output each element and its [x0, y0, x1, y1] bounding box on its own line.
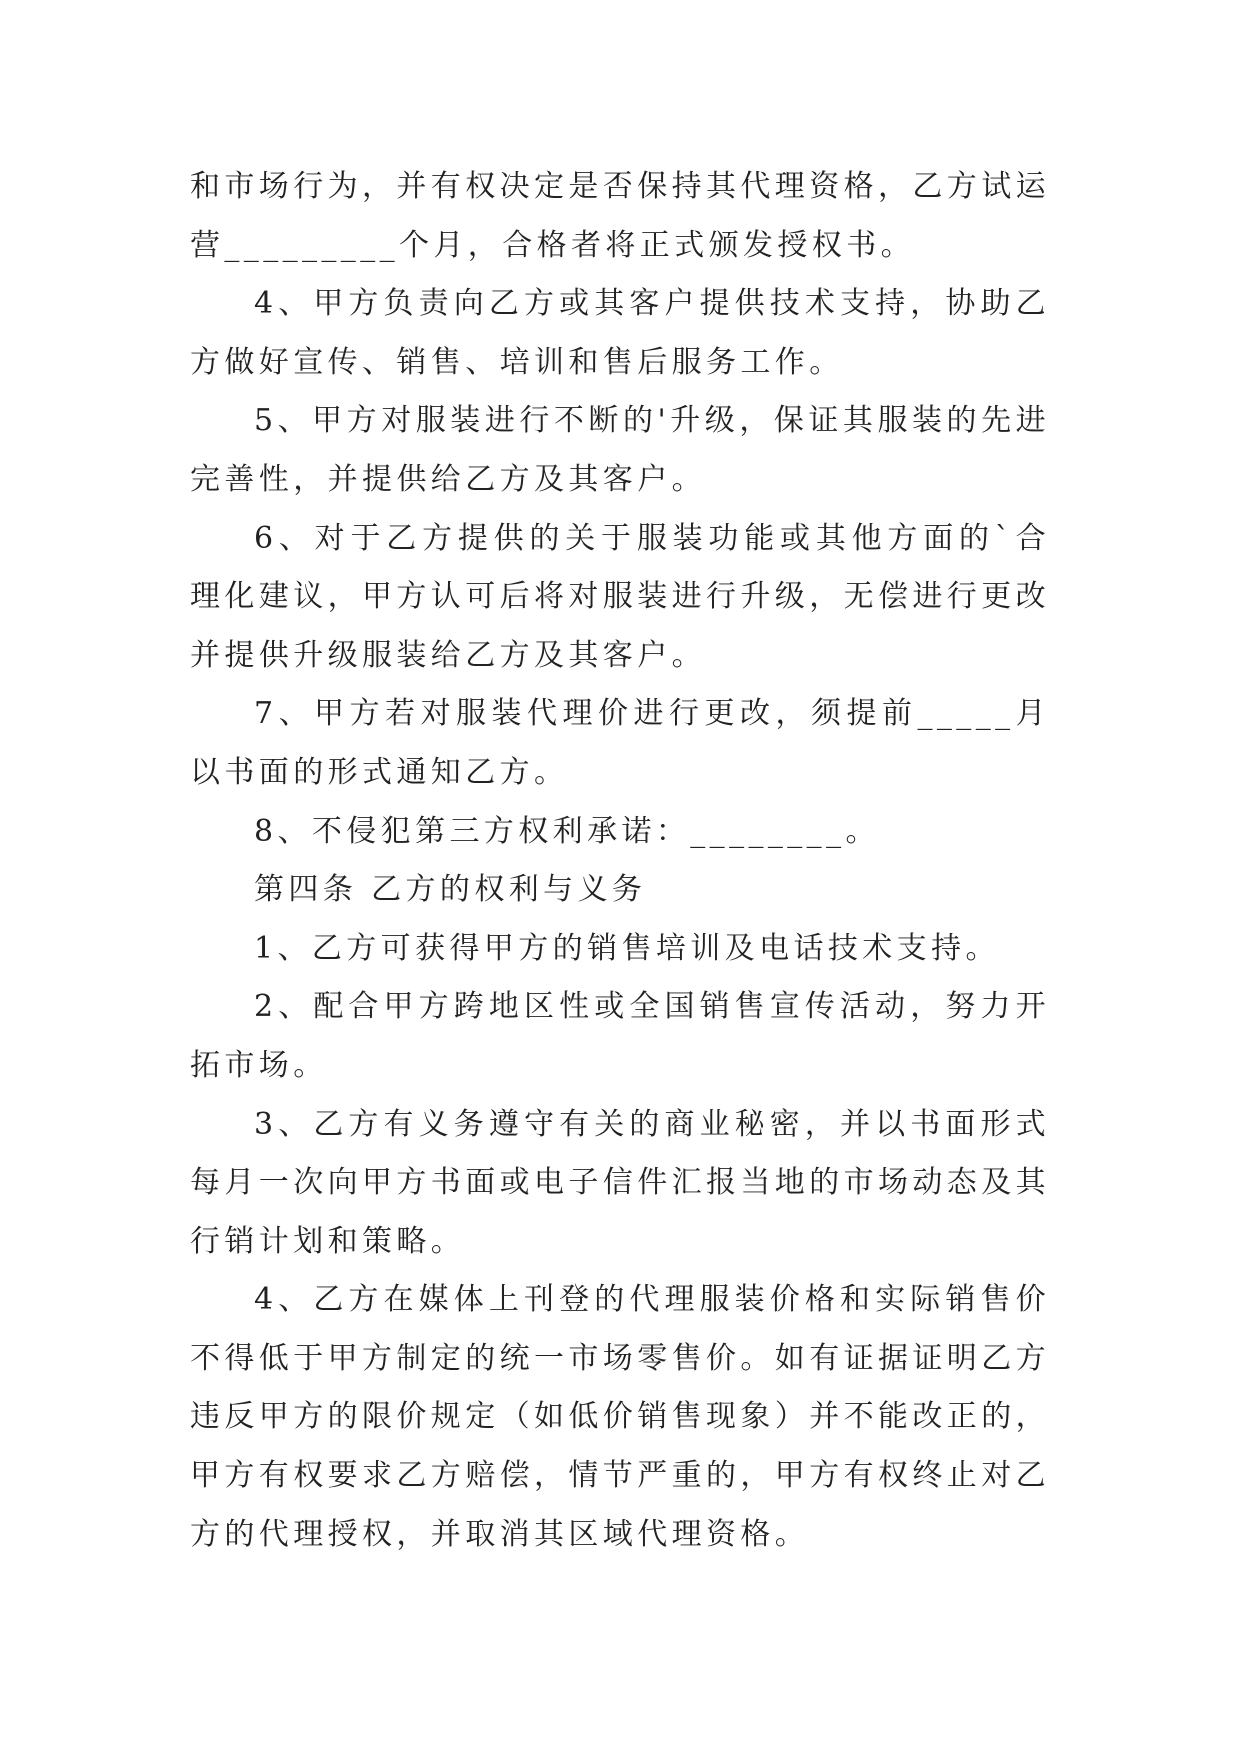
paragraph-b-clause-3-secrets: 3、乙方有义务遵守有关的商业秘密，并以书面形式每月一次向甲方书面或电子信件汇报当地的市场动态及其行销计划和策略。: [190, 1106, 1050, 1259]
paragraph-clause-7-price-change: 7、甲方若对服装代理价进行更改，须提前_____月以书面的形式通知乙方。: [190, 696, 1050, 790]
paragraph-b-clause-2-promotion: 2、配合甲方跨地区性或全国销售宣传活动，努力开拓市场。: [190, 989, 1050, 1083]
paragraph-b-clause-4-pricing: 4、乙方在媒体上刊登的代理服装价格和实际销售价不得低于甲方制定的统一市场零售价。如有证据证明乙方违反甲方的限价规定（如低价销售现象）并不能改正的，甲方有权要求乙方赔偿，情节严重的，甲方有权终止对乙方的代理授权，并取消其区域代理资格。: [190, 1282, 1050, 1552]
paragraph-clause-5-upgrade: 5、甲方对服装进行不断的'升级，保证其服装的先进完善性，并提供给乙方及其客户。: [190, 403, 1050, 497]
section-heading-article-4: 第四条 乙方的权利与义务: [254, 872, 647, 908]
paragraph-clause-8-third-party: 8、不侵犯第三方权利承诺：________。: [254, 813, 880, 849]
paragraph-continuation: 和市场行为，并有权决定是否保持其代理资格，乙方试运营_________个月，合格者将正式颁发授权书。: [190, 169, 1050, 263]
document-body: [190, 158, 1050, 1564]
paragraph-clause-4-technical-support: 4、甲方负责向乙方或其客户提供技术支持，协助乙方做好宣传、销售、培训和售后服务工作。: [190, 286, 1050, 380]
paragraph-clause-6-suggestions: 6、对于乙方提供的关于服装功能或其他方面的`合理化建议，甲方认可后将对服装进行升级，无偿进行更改并提供升级服装给乙方及其客户。: [190, 520, 1050, 673]
paragraph-b-clause-1-training: 1、乙方可获得甲方的销售培训及电话技术支持。: [254, 930, 1000, 966]
